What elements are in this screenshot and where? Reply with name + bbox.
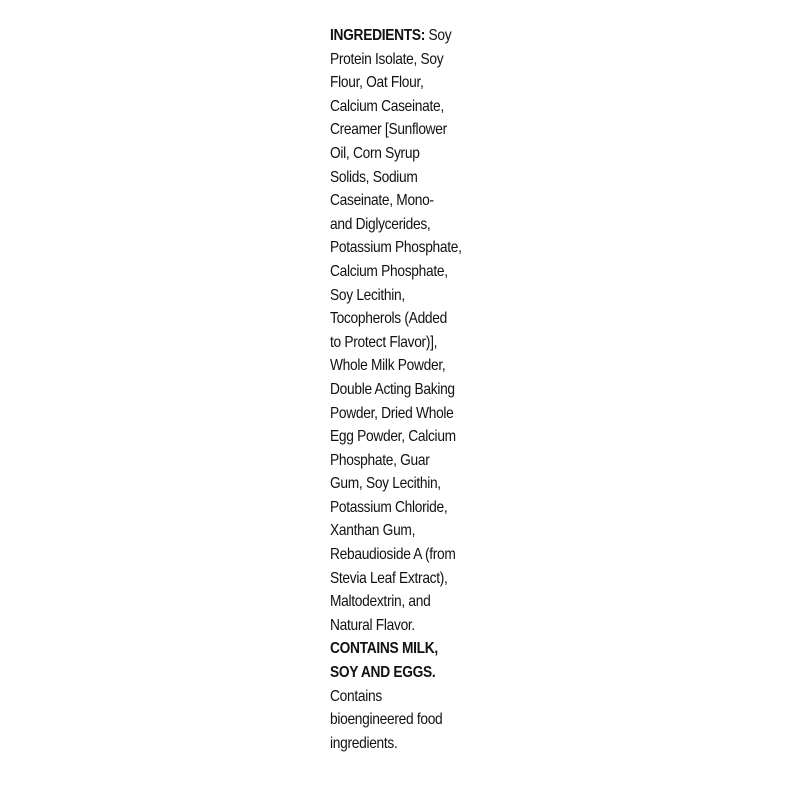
allergen-line: CONTAINS MILK, [330,640,438,658]
ingredients-line: Whole Milk Powder, [330,357,446,375]
ingredients-line: Potassium Phosphate, [330,239,462,257]
allergen-statement [330,637,459,684]
ingredients-line: Soy Lecithin, [330,286,405,304]
ingredients-line: Natural Flavor. [330,616,415,634]
ingredients-line: to Protect Flavor)], [330,333,438,351]
ingredients-line: Double Acting Baking [330,380,455,398]
ingredients-line: Phosphate, Guar [330,451,430,469]
ingredients-line: Rebaudioside A (from [330,546,456,564]
ingredients-line: Powder, Dried Whole [330,404,454,422]
bioengineered-line: ingredients. [330,734,398,752]
ingredients-line: and Diglycerides, [330,215,431,233]
ingredients-line: Calcium Phosphate, [330,262,448,280]
ingredients-line: Maltodextrin, and [330,593,431,611]
ingredients-line: Creamer [Sunflower [330,121,447,139]
ingredients-line: Gum, Soy Lecithin, [330,475,441,493]
ingredients-line: Potassium Chloride, [330,498,448,516]
ingredients-line: Egg Powder, Calcium [330,428,456,446]
bioengineered-statement [330,685,459,756]
ingredients-statement [330,24,462,637]
ingredients-line: Protein Isolate, Soy [330,50,444,68]
bioengineered-line: bioengineered food [330,711,443,729]
ingredients-line: Solids, Sodium [330,168,418,186]
ingredients-line: Calcium Caseinate, [330,97,444,115]
ingredients-heading: INGREDIENTS: [330,27,426,44]
ingredients-label [330,24,462,755]
ingredients-line: Oil, Corn Syrup [330,144,420,162]
allergen-line: SOY AND EGGS. [330,664,436,682]
bioengineered-line: Contains [330,687,382,705]
ingredients-line: Caseinate, Mono- [330,192,434,210]
ingredients-line: Stevia Leaf Extract), [330,569,448,587]
ingredients-first-line [330,24,459,48]
ingredients-first-line-text: Soy [425,27,452,44]
ingredients-line: Flour, Oat Flour, [330,74,424,92]
ingredients-line: Xanthan Gum, [330,522,416,540]
ingredients-line: Tocopherols (Added [330,310,447,328]
